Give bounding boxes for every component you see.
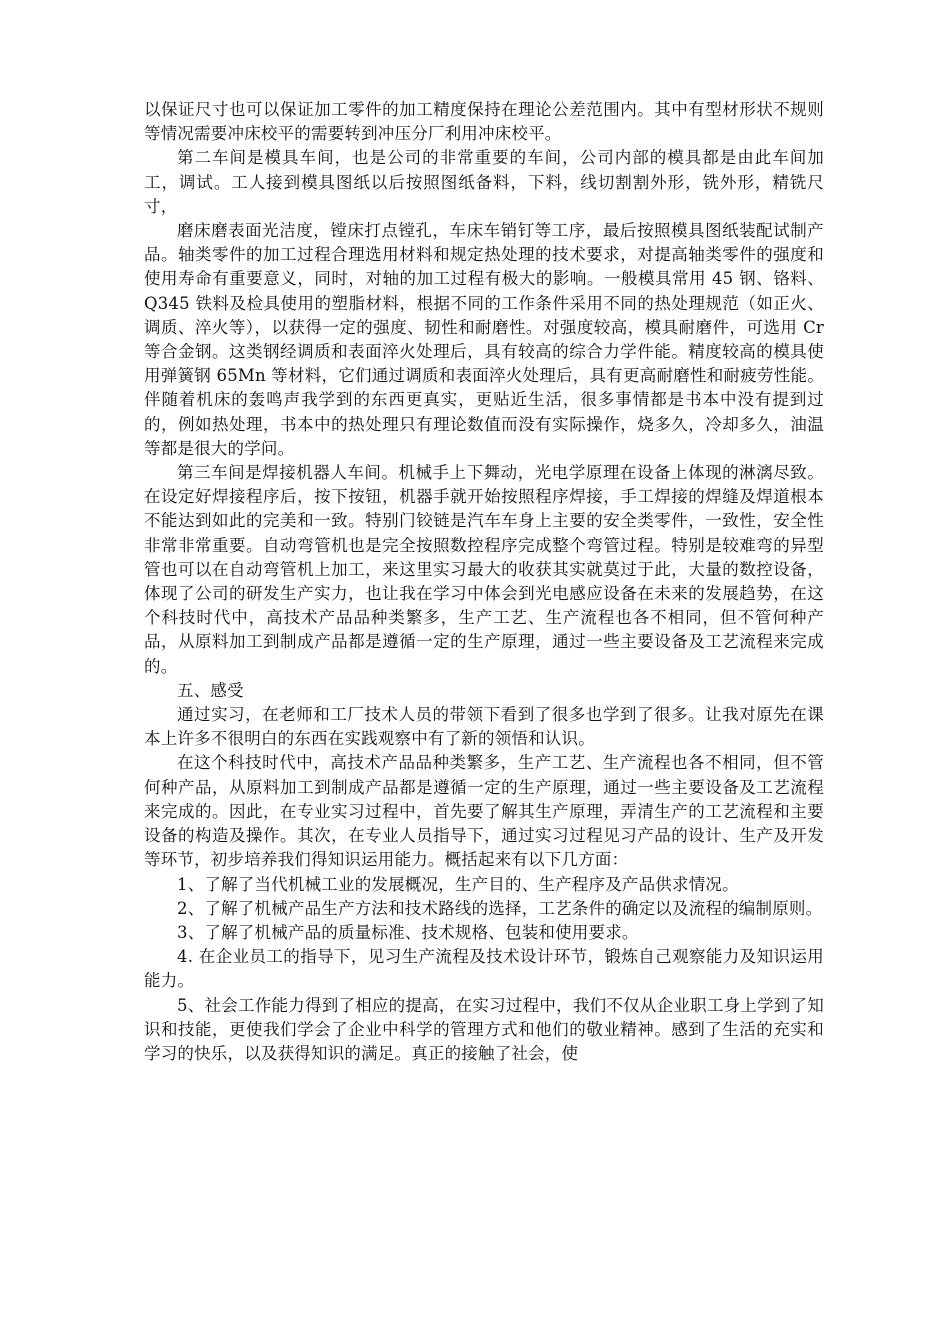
document-page <box>144 98 824 1066</box>
list-item-3: 3、了解了机械产品的质量标准、技术规格、包装和使用要求。 <box>177 922 639 942</box>
paragraph-1: 以保证尺寸也可以保证加工零件的加工精度保持在理论公差范围内。其中有型材形状不规则等情况需要冲床校平的需要转到冲压分厂利用冲床校平。 <box>144 100 824 144</box>
list-item-5: 5、社会工作能力得到了相应的提高，在实习过程中，我们不仅从企业职工身上学到了知识和技能，更使我们学会了企业中科学的管理方式和他们的敬业精神。感到了生活的充实和学习的快乐，以及获得知识的满足。真正的接触了社会，使 <box>144 995 824 1063</box>
list-item-2: 2、了解了机械产品生产方法和技术路线的选择，工艺条件的确定以及流程的编制原则。 <box>177 898 823 918</box>
list-item-1: 1、了解了当代机械工业的发展概况，生产目的、生产程序及产品供求情况。 <box>177 874 739 894</box>
section-heading-feelings: 五、感受 <box>177 680 244 700</box>
list-item-4: 4. 在企业员工的指导下，见习生产流程及技术设计环节，锻炼自己观察能力及知识运用能力。 <box>144 947 824 991</box>
paragraph-7: 在这个科技时代中，高技术产品品种类繁多，生产工艺、生产流程也各不相同，但不管何种产品，从原料加工到制成产品都是遵循一定的生产原理，通过一些主要设备及工艺流程来完成的。因此，在专业实习过程中，首先要了解其生产原理，弄清生产的工艺流程和主要设备的构造及操作。其次，在专业人员指导下，通过实习过程见习产品的设计、生产及开发等环节，初步培养我们得知识运用能力。概括起来有以下几方面： <box>144 753 824 870</box>
paragraph-6: 通过实习，在老师和工厂技术人员的带领下看到了很多也学到了很多。让我对原先在课本上许多不很明白的东西在实践观察中有了新的领悟和认识。 <box>144 705 824 749</box>
paragraph-4: 第三车间是焊接机器人车间。机械手上下舞动，光电学原理在设备上体现的淋漓尽致。在设定好焊接程序后，按下按钮，机器手就开始按照程序焊接，手工焊接的焊缝及焊道根本不能达到如此的完美和一致。特别门铰链是汽车车身上主要的安全类零件，一致性，安全性非常非常重要。自动弯管机也是完全按照数控程序完成整个弯管过程。特别是较难弯的异型管也可以在自动弯管机上加工，来这里实习最大的收获其实就莫过于此，大量的数控设备，体现了公司的研发生产实力，也让我在学习中体会到光电感应设备在未来的发展趋势，在这个科技时代中，高技术产品品种类繁多，生产工艺、生产流程也各不相同，但不管何种产品，从原料加工到制成产品都是遵循一定的生产原理，通过一些主要设备及工艺流程来完成的。 <box>144 463 824 676</box>
paragraph-3: 磨床磨表面光洁度，镗床打点镗孔，车床车销钉等工序，最后按照模具图纸装配试制产品。轴类零件的加工过程合理选用材料和规定热处理的技术要求，对提高轴类零件的强度和使用寿命有重要意义，同时，对轴的加工过程有极大的影响。一般模具常用 45 钢、铬料、Q345 铁料及检具使用的塑脂材料，根据不同的工作条件采用不同的热处理规范（如正火、调质、淬火等），以获得一定的强度、韧性和耐磨性。对强度较高，模具耐磨件，可选用 Cr 等合金钢。这类钢经调质和表面淬火处理后，具有较高的综合力学件能。精度较高的模具使用弹簧钢 65Mn 等材料，它们通过调质和表面淬火处理后，具有更高耐磨性和耐疲劳性能。伴随着机床的轰鸣声我学到的东西更真实，更贴近生活，很多事情都是书本中没有提到过的，例如热处理，书本中的热处理只有理论数值而没有实际操作，烧多久，冷却多久，油温等都是很大的学问。 <box>144 221 824 458</box>
paragraph-2: 第二车间是模具车间，也是公司的非常重要的车间，公司内部的模具都是由此车间加工，调试。工人接到模具图纸以后按照图纸备料，下料，线切割割外形，铣外形，精铣尺寸， <box>144 148 824 216</box>
